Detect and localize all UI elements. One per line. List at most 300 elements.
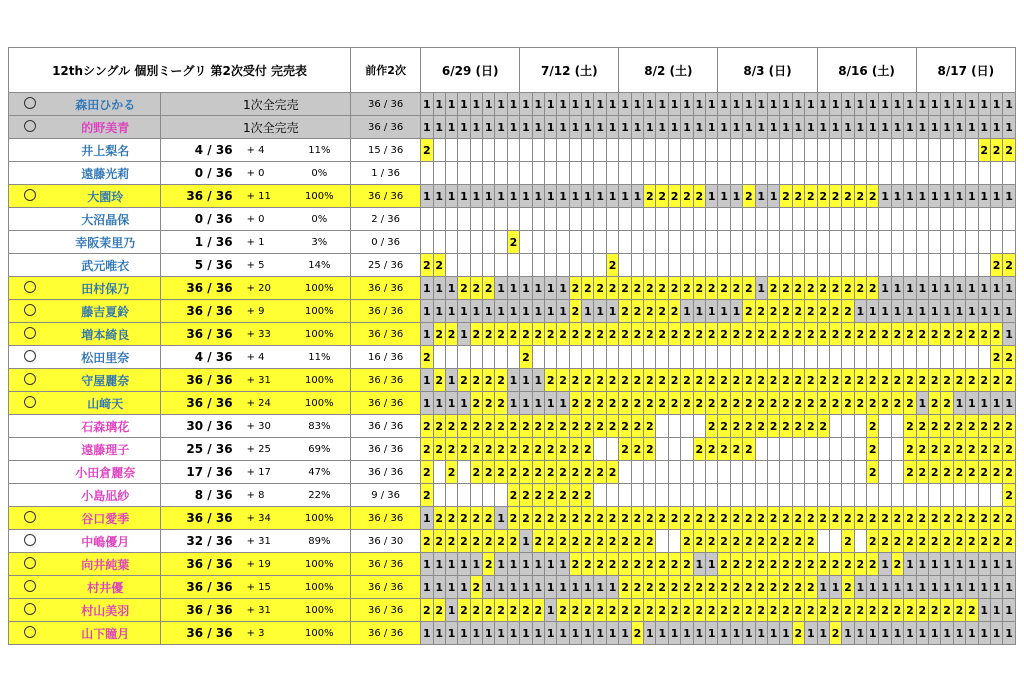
slot-cell [805,139,817,162]
slot-cell: 1 [817,116,829,139]
slot-cell: 2 [990,415,1002,438]
slot-cell: 2 [644,553,656,576]
slot-cell [854,438,866,461]
slot-cell [569,254,581,277]
slot-cell: 2 [582,369,594,392]
circle-mark-icon [24,281,36,293]
slot-cell: 1 [433,576,445,599]
member-name: 小田倉麗奈 [51,461,161,484]
slot-cell: 2 [644,415,656,438]
slot-cell: 1 [743,116,755,139]
slot-cell: 2 [483,530,495,553]
slot-cell: 1 [693,553,705,576]
slot-cell: 2 [941,415,953,438]
slot-cell: 2 [445,507,457,530]
slot-cell: 1 [421,300,433,323]
slot-cell: 2 [867,530,879,553]
slot-cell: 1 [953,622,965,645]
slot-cell: 2 [582,277,594,300]
slot-cell: 1 [904,185,916,208]
slot-cell [569,162,581,185]
slot-cell: 2 [606,323,618,346]
slot-cell: 2 [445,461,457,484]
slot-cell: 2 [705,576,717,599]
sold-count: 36 / 36 [161,576,239,599]
slot-cell [656,484,668,507]
slot-cell: 2 [978,507,990,530]
slot-cell: 2 [867,277,879,300]
slot-cell: 2 [842,507,854,530]
slot-cell: 2 [829,599,841,622]
slot-cell: 2 [817,300,829,323]
slot-cell: 1 [421,369,433,392]
member-name: 遠藤理子 [51,438,161,461]
slot-cell [507,162,519,185]
slot-cell [916,484,928,507]
slot-cell [644,162,656,185]
sold-percent: 0% [289,208,351,231]
sold-count: 36 / 36 [161,392,239,415]
slot-cell: 2 [792,300,804,323]
previous-single-count: 0 / 36 [351,231,421,254]
slot-cell: 2 [421,530,433,553]
slot-cell: 1 [705,622,717,645]
status-mark-cell [9,346,51,369]
status-mark-cell [9,369,51,392]
slot-cell [631,484,643,507]
status-mark-cell [9,231,51,254]
slot-cell [458,461,470,484]
slot-cell: 1 [507,93,519,116]
slot-cell: 2 [681,553,693,576]
slot-cell [916,162,928,185]
slot-cell: 2 [433,415,445,438]
circle-mark-icon [24,557,36,569]
slot-cell: 1 [879,185,891,208]
slot-cell [829,461,841,484]
slot-cell: 2 [780,599,792,622]
slot-cell [730,484,742,507]
slot-cell: 2 [941,369,953,392]
slot-cell: 2 [557,530,569,553]
sold-percent: 0% [289,162,351,185]
member-row [9,484,1016,507]
slot-cell: 1 [532,116,544,139]
slot-cell: 1 [978,277,990,300]
slot-cell: 1 [891,622,903,645]
slot-cell: 2 [879,369,891,392]
slot-cell [854,231,866,254]
slot-cell: 2 [854,185,866,208]
slot-cell: 1 [569,116,581,139]
slot-cell: 2 [594,530,606,553]
slot-cell: 2 [681,277,693,300]
status-mark-cell [9,208,51,231]
status-mark-cell [9,484,51,507]
status-mark-cell [9,254,51,277]
slot-cell: 2 [693,530,705,553]
slot-cell: 2 [805,507,817,530]
member-row [9,599,1016,622]
previous-single-count: 36 / 36 [351,622,421,645]
slot-cell: 2 [433,507,445,530]
slot-cell: 2 [470,277,482,300]
slot-cell: 1 [718,622,730,645]
slot-cell: 1 [879,116,891,139]
slot-cell [619,461,631,484]
slot-cell: 2 [705,438,717,461]
date-header: 8/16 (土) [817,48,916,93]
slot-cell: 1 [978,553,990,576]
sold-percent: 100% [289,185,351,208]
previous-single-count: 36 / 36 [351,599,421,622]
slot-cell: 1 [483,300,495,323]
member-name: 石森璃花 [51,415,161,438]
slot-cell [544,346,556,369]
slot-cell: 2 [1003,346,1016,369]
slot-cell: 2 [631,323,643,346]
slot-cell: 2 [582,484,594,507]
slot-cell: 2 [718,415,730,438]
slot-cell: 1 [829,576,841,599]
slot-cell: 1 [854,116,866,139]
member-row [9,576,1016,599]
slot-cell [705,254,717,277]
slot-cell: 2 [445,530,457,553]
slot-cell: 2 [619,415,631,438]
slot-cell [644,139,656,162]
member-row [9,369,1016,392]
slot-cell: 1 [582,576,594,599]
sold-percent: 47% [289,461,351,484]
slot-cell: 2 [644,300,656,323]
slot-cell: 2 [730,369,742,392]
slot-cell: 1 [532,576,544,599]
slot-cell [631,346,643,369]
member-row [9,438,1016,461]
slot-cell [842,346,854,369]
slot-cell: 1 [619,622,631,645]
slot-cell [718,139,730,162]
member-name: 大沼晶保 [51,208,161,231]
status-mark-cell [9,576,51,599]
slot-cell: 1 [507,576,519,599]
slot-cell: 2 [730,599,742,622]
slot-cell [854,162,866,185]
slot-cell: 1 [990,599,1002,622]
slot-cell [656,162,668,185]
slot-cell: 1 [990,392,1002,415]
slot-cell: 2 [458,277,470,300]
slot-cell [755,231,767,254]
slot-cell: 2 [693,369,705,392]
slot-cell [854,484,866,507]
slot-cell: 2 [656,553,668,576]
slot-cell: 1 [668,622,680,645]
slot-cell [520,162,532,185]
slot-cell: 2 [644,507,656,530]
slot-cell: 1 [458,576,470,599]
member-row [9,530,1016,553]
slot-cell [805,162,817,185]
slot-cell [594,208,606,231]
slot-cell [631,208,643,231]
slot-cell: 1 [433,553,445,576]
slot-cell [1003,208,1016,231]
slot-cell: 1 [421,553,433,576]
slot-cell: 1 [743,622,755,645]
slot-cell: 2 [631,277,643,300]
slot-cell [817,461,829,484]
slot-cell: 2 [904,392,916,415]
slot-cell: 2 [829,369,841,392]
slot-cell: 2 [805,530,817,553]
slot-cell: 1 [941,553,953,576]
slot-cell: 2 [421,599,433,622]
slot-cell: 1 [966,622,978,645]
sold-count: 36 / 36 [161,300,239,323]
slot-cell: 1 [978,392,990,415]
slot-cell: 2 [693,277,705,300]
slot-cell [668,438,680,461]
status-mark-cell [9,277,51,300]
slot-cell: 1 [1003,323,1016,346]
slot-cell [879,346,891,369]
slot-cell: 2 [470,369,482,392]
slot-cell [904,208,916,231]
slot-cell: 1 [495,116,507,139]
slot-cell: 2 [730,392,742,415]
member-row [9,139,1016,162]
member-name: 大園玲 [51,185,161,208]
slot-cell [743,461,755,484]
slot-cell: 1 [507,622,519,645]
slot-cell: 2 [891,553,903,576]
slot-cell [805,346,817,369]
slot-cell: 1 [990,116,1002,139]
slot-cell: 2 [867,461,879,484]
slot-cell: 2 [780,392,792,415]
slot-cell: 2 [458,599,470,622]
slot-cell: 1 [718,116,730,139]
slot-cell [644,208,656,231]
slot-cell: 1 [718,93,730,116]
slot-cell: 2 [656,576,668,599]
slot-cell [656,438,668,461]
slot-cell: 1 [557,93,569,116]
slot-cell: 2 [867,415,879,438]
date-header: 8/2 (土) [619,48,718,93]
circle-mark-icon [24,350,36,362]
slot-cell: 2 [668,507,680,530]
slot-cell [891,346,903,369]
slot-cell: 1 [421,507,433,530]
slot-cell: 1 [978,576,990,599]
slot-cell: 2 [780,369,792,392]
slot-cell: 2 [582,507,594,530]
slot-cell [1003,231,1016,254]
slot-cell: 2 [483,507,495,530]
slot-cell: 2 [743,438,755,461]
member-row [9,116,1016,139]
slot-cell [606,208,618,231]
slot-cell: 1 [544,300,556,323]
slot-cell [606,231,618,254]
slot-cell: 2 [557,438,569,461]
increase-count: + 20 [239,277,289,300]
slot-cell [458,484,470,507]
previous-single-count: 15 / 36 [351,139,421,162]
slot-cell: 2 [730,438,742,461]
slot-cell: 2 [594,415,606,438]
slot-cell: 2 [755,576,767,599]
slot-cell [483,139,495,162]
slot-cell [445,208,457,231]
slot-cell [544,139,556,162]
slot-cell: 2 [953,323,965,346]
slot-cell [829,530,841,553]
slot-cell: 2 [805,300,817,323]
previous-single-count: 1 / 36 [351,162,421,185]
slot-cell: 2 [743,507,755,530]
slot-cell: 2 [483,415,495,438]
slot-cell: 2 [544,323,556,346]
slot-cell: 1 [755,93,767,116]
slot-cell [705,208,717,231]
slot-cell [829,438,841,461]
slot-cell: 1 [433,116,445,139]
slot-cell [718,346,730,369]
slot-cell [854,461,866,484]
status-mark-cell [9,116,51,139]
slot-cell [792,461,804,484]
slot-cell [681,438,693,461]
slot-cell: 1 [705,185,717,208]
slot-cell [792,231,804,254]
slot-cell: 1 [458,116,470,139]
sold-count: 0 / 36 [161,162,239,185]
slot-cell [445,139,457,162]
slot-cell: 1 [929,185,941,208]
slot-cell: 2 [656,599,668,622]
status-mark-cell [9,530,51,553]
slot-cell [656,530,668,553]
slot-cell: 2 [867,599,879,622]
slot-cell [681,484,693,507]
slot-cell [705,346,717,369]
slot-cell: 1 [495,93,507,116]
slot-cell [730,208,742,231]
slot-cell [916,231,928,254]
slot-cell: 1 [520,622,532,645]
slot-cell [953,346,965,369]
slot-cell [619,231,631,254]
slot-cell: 2 [495,438,507,461]
slot-cell: 1 [557,553,569,576]
slot-cell [619,139,631,162]
slot-cell: 2 [520,415,532,438]
slot-cell [681,139,693,162]
slot-cell: 2 [929,507,941,530]
slot-cell [544,231,556,254]
slot-cell [433,231,445,254]
slot-cell: 2 [867,392,879,415]
slot-cell: 2 [470,599,482,622]
member-name: 守屋麗奈 [51,369,161,392]
slot-cell: 1 [557,622,569,645]
slot-cell [755,254,767,277]
slot-cell: 1 [904,576,916,599]
member-name: 増本綺良 [51,323,161,346]
slot-cell: 2 [656,369,668,392]
slot-cell [767,231,779,254]
slot-cell: 2 [929,323,941,346]
slot-cell: 2 [606,277,618,300]
slot-cell: 1 [582,116,594,139]
slot-cell: 2 [780,553,792,576]
slot-cell [730,346,742,369]
circle-mark-icon [24,304,36,316]
slot-cell: 2 [817,415,829,438]
slot-cell: 2 [730,507,742,530]
slot-cell: 2 [421,438,433,461]
increase-count: + 34 [239,507,289,530]
slot-cell [458,208,470,231]
slot-cell: 1 [421,622,433,645]
sold-percent: 100% [289,599,351,622]
slot-cell: 2 [619,507,631,530]
slot-cell: 2 [966,369,978,392]
member-name: 森田ひかる [51,93,161,116]
slot-cell [507,254,519,277]
slot-cell: 1 [557,392,569,415]
slot-cell: 2 [780,323,792,346]
slot-cell [668,162,680,185]
member-row [9,622,1016,645]
member-name: 遠藤光莉 [51,162,161,185]
slot-cell: 1 [904,93,916,116]
slot-cell: 1 [594,576,606,599]
slot-cell: 2 [619,300,631,323]
slot-cell: 2 [904,530,916,553]
slot-cell [780,438,792,461]
slot-cell: 1 [1003,116,1016,139]
slot-cell [780,139,792,162]
slot-cell [606,139,618,162]
slot-cell: 2 [631,438,643,461]
slot-cell: 2 [879,599,891,622]
slot-cell: 1 [421,576,433,599]
slot-cell: 1 [495,277,507,300]
slot-cell [582,162,594,185]
increase-count: + 25 [239,438,289,461]
slot-cell: 1 [606,576,618,599]
slot-cell: 2 [879,392,891,415]
slot-cell: 1 [929,622,941,645]
slot-cell: 2 [569,507,581,530]
slot-cell [668,254,680,277]
slot-cell: 2 [805,553,817,576]
slot-cell [668,461,680,484]
slot-cell: 1 [879,622,891,645]
slot-cell: 2 [656,300,668,323]
slot-cell [681,208,693,231]
slot-cell: 2 [966,530,978,553]
slot-cell [829,208,841,231]
slot-cell [433,484,445,507]
slot-cell: 1 [1003,576,1016,599]
slot-cell: 2 [1003,139,1016,162]
